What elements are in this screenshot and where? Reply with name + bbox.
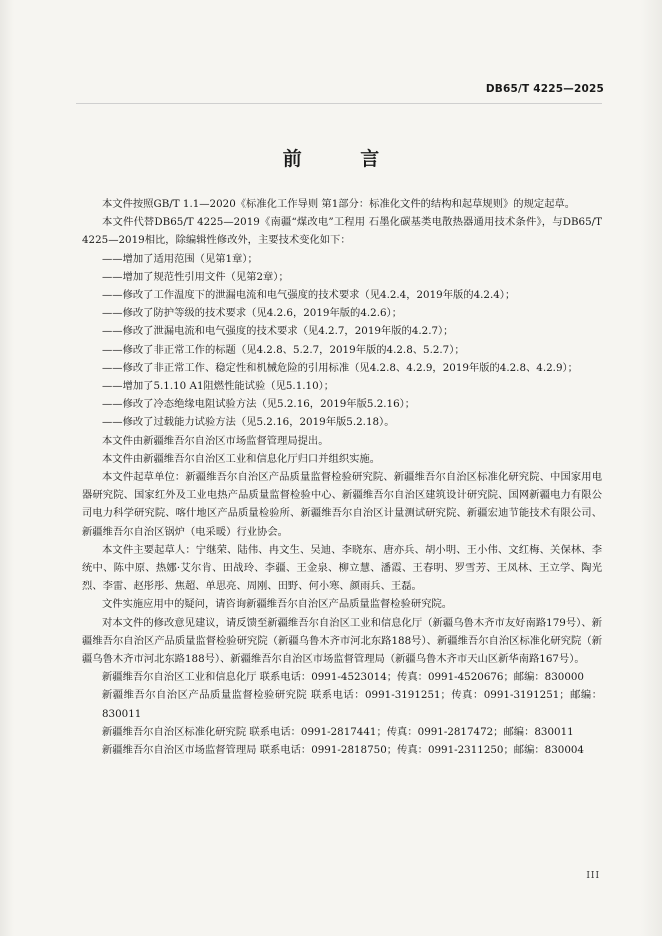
paragraph-centralized-by: 本文件由新疆维吾尔自治区工业和信息化厅归口并组织实施。 <box>102 452 381 465</box>
contact-line: 新疆维吾尔自治区产品质量监督检验研究院 联系电话：0991-3191251；传真：0991-3191251；邮编：830011 <box>102 689 602 720</box>
change-item: ——修改了工作温度下的泄漏电流和电气强度的技术要求（见4.2.4，2019年版的4.2.4）； <box>102 289 516 302</box>
paragraph-drafting-units: 本文件起草单位：新疆维吾尔自治区产品质量监督检验研究院、新疆维吾尔自治区标准化研究院、中国家用电器研究院、国家红外及工业电热产品质量监督检验中心、新疆维吾尔自治区建筑设计研究院、国网新疆电力有限公司电力科学研究院、喀什地区产品质量检验所、新疆维吾尔自治区计量测试研究院、新疆宏迪节能技术有限公司、新疆维吾尔自治区锅炉（电采暖）行业协会。 <box>82 471 602 538</box>
change-item: ——增加了规范性引用文件（见第2章）； <box>102 270 289 283</box>
page-title: 前 言 <box>282 148 406 170</box>
paragraph-replaces: 本文件代替DB65/T 4225—2019《南疆“煤改电”工程用 石墨化碳基类电散热器通用技术条件》，与DB65/T 4225—2019相比，除编辑性修改外，主要技术变化如下： <box>82 216 602 247</box>
foreword-body <box>82 195 602 759</box>
change-item: ——修改了过载能力试验方法（见5.2.16，2019年版5.2.18）。 <box>102 416 395 429</box>
change-item: ——修改了防护等级的技术要求（见4.2.6，2019年版的4.2.6）； <box>102 307 402 320</box>
page-number: III <box>586 871 600 881</box>
change-item: ——增加了适用范围（见第1章）； <box>102 252 258 265</box>
header-rule <box>76 103 602 104</box>
contact-line: 新疆维吾尔自治区工业和信息化厅 联系电话：0991-4523014；传真：0991-4520676；邮编：830000 <box>102 671 584 684</box>
paragraph-proposed-by: 本文件由新疆维吾尔自治区市场监督管理局提出。 <box>102 434 329 447</box>
standard-code: DB65/T 4225—2025 <box>485 83 604 95</box>
paragraph-feedback: 对本文件的修改意见建议，请反馈至新疆维吾尔自治区工业和信息化厅（新疆乌鲁木齐市友好南路179号）、新疆维吾尔自治区产品质量监督检验研究院（新疆乌鲁木齐市河北东路188号）、新疆维吾尔自治区标准化研究院（新疆乌鲁木齐市河北东路188号）、新疆维吾尔自治区市场监督管理局（新疆乌鲁木齐市天山区新华南路167号）。 <box>82 616 602 666</box>
paragraph-drafting-rules: 本文件按照GB/T 1.1—2020《标准化工作导则 第1部分：标准化文件的结构和起草规则》的规定起草。 <box>102 198 576 210</box>
contact-line: 新疆维吾尔自治区市场监督管理局 联系电话：0991-2818750；传真：0991-2311250；邮编：830004 <box>102 744 584 757</box>
change-item: ——增加了5.1.10 A1阻燃性能试验（见5.1.10）； <box>102 380 335 393</box>
contact-line: 新疆维吾尔自治区标准化研究院 联系电话：0991-2817441；传真：0991-2817472；邮编：830011 <box>102 725 574 738</box>
change-item: ——修改了非正常工作的标题（见4.2.8、5.2.7，2019年版的4.2.8、5.2.7）； <box>102 343 465 356</box>
paragraph-drafters: 本文件主要起草人：宁继荣、陆伟、冉文生、吴迪、李晓东、唐亦兵、胡小明、王小伟、文红梅、关保林、李统中、陈中原、热娜·艾尔肯、田战玲、李疆、王金泉、柳立慧、潘霞、王春明、罗雪芳、王凤林、王立学、陶光烈、李雷、赵彤彤、焦超、单思亮、周刚、田野、何小寒、颜雨兵、王磊。 <box>82 543 602 593</box>
change-item: ——修改了冷态绝缘电阻试验方法（见5.2.16，2019年版5.2.16）； <box>102 398 416 411</box>
change-item: ——修改了非正常工作、稳定性和机械危险的引用标准（见4.2.8、4.2.9，2019年版的4.2.8、4.2.9）； <box>102 361 578 374</box>
paragraph-questions: 文件实施应用中的疑问，请咨询新疆维吾尔自治区产品质量监督检验研究院。 <box>102 598 453 611</box>
change-item: ——修改了泄漏电流和电气强度的技术要求（见4.2.7，2019年版的4.2.7）； <box>102 325 454 338</box>
